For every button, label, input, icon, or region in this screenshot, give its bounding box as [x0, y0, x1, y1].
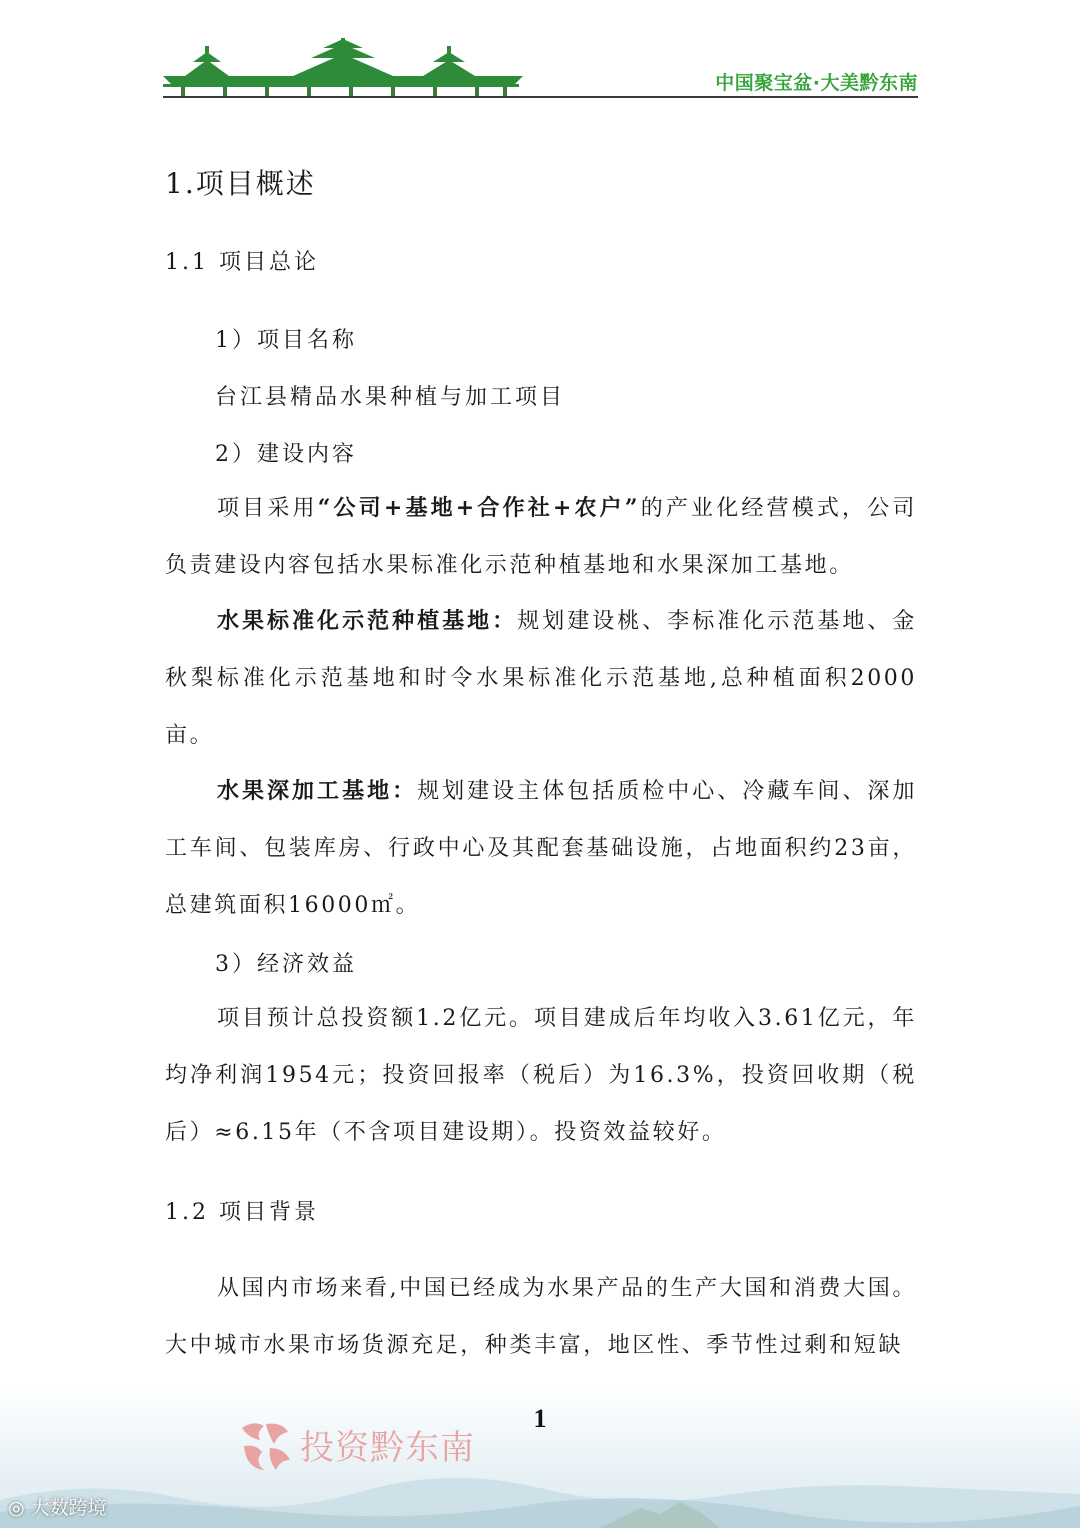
item2-title: 2）建设内容	[215, 442, 357, 467]
item2-p3-text: 规划建设主体包括质检中心、冷藏车间、深加工车间、包装库房、行政中心及其配套基础设施，占地面积约23亩，总建筑面积16000㎡。	[165, 779, 917, 918]
item2-p2-label: 水果标准化示范种植基地：	[217, 608, 518, 634]
dashu-logo-icon: ◎	[8, 1497, 25, 1519]
mountain-landscape	[0, 1448, 1080, 1528]
item2-p1-post: 的产业化经营模式，公司负责建设内容包括水果标准化示范种植基地和水果深加工基地。	[165, 496, 917, 578]
item2-p2-text: 规划建设桃、李标准化示范基地、金秋梨标准化示范基地和时令水果标准化示范基地,总种植面积2000亩。	[165, 609, 918, 748]
section-heading-1-1: 1.1 项目总论	[165, 250, 319, 275]
item2-paragraph-2	[165, 593, 917, 764]
item2-p1-model: “公司+基地+合作社+农户”	[317, 495, 641, 521]
background-paragraph: 从国内市场来看,中国已经成为水果产品的生产大国和消费大国。大中城市水果市场货源充足，种类丰富，地区性、季节性过剩和短缺	[165, 1276, 917, 1358]
item1-text: 台江县精品水果种植与加工项目	[215, 385, 566, 410]
section-heading-1: 1.项目概述	[165, 167, 316, 200]
item2-paragraph-3	[165, 763, 917, 934]
item1-title: 1）项目名称	[215, 328, 357, 353]
section-heading-1-2: 1.2 项目背景	[165, 1200, 319, 1225]
item3-paragraph: 项目预计总投资额1.2亿元。项目建成后年均收入3.61亿元，年均净利润1954元；投资回报率（税后）为16.3%，投资回收期（税后）≈6.15年（不含项目建设期）。投资效益较好。	[165, 1006, 917, 1145]
item3-title: 3）经济效益	[215, 952, 357, 977]
header-slogan: 中国聚宝盆·大美黔东南	[715, 72, 918, 94]
page-number: 1	[533, 1404, 547, 1433]
item2-p1-pre: 项目采用	[217, 496, 318, 521]
source-watermark	[8, 1493, 107, 1520]
watermark-text: 大数跨境	[30, 1497, 107, 1519]
page-header	[163, 38, 918, 100]
qiandongnan-logo-icon	[236, 1418, 294, 1474]
item2-p3-label: 水果深加工基地：	[217, 778, 418, 804]
item2-paragraph-1	[165, 480, 917, 594]
drum-tower-bridge-icon	[163, 38, 523, 98]
brand-logo-text: 投资黔东南	[300, 1428, 475, 1468]
header-divider	[163, 96, 918, 98]
